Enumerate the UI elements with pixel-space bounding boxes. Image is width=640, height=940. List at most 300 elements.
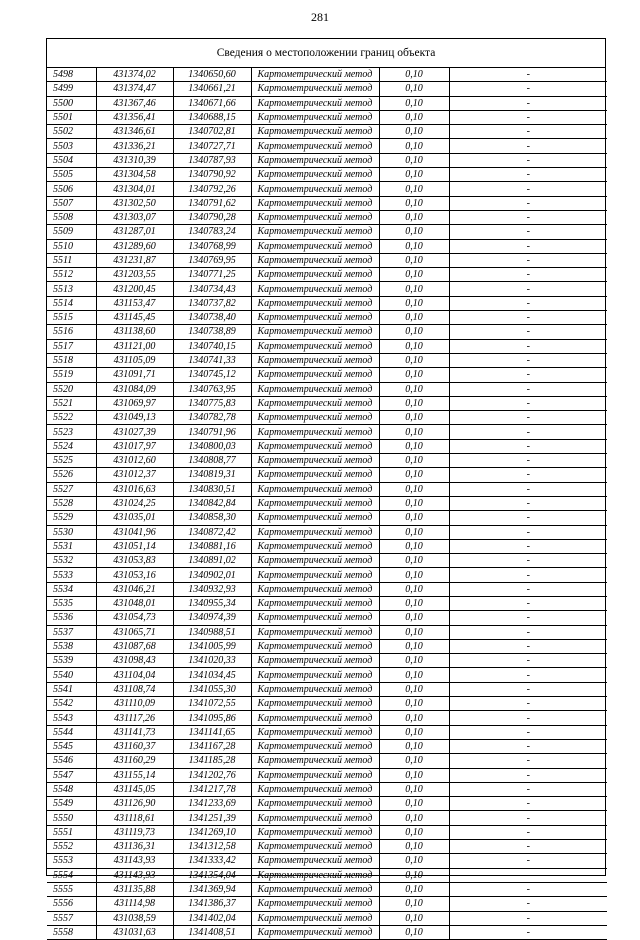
point-number-cell: 5537 — [47, 625, 96, 639]
coord-y-cell: 1340771,25 — [173, 268, 251, 282]
method-cell: Картометрический метод — [251, 711, 379, 725]
method-cell: Картометрический метод — [251, 911, 379, 925]
point-number-cell: 5503 — [47, 139, 96, 153]
coord-x-cell: 431304,01 — [96, 182, 173, 196]
coord-y-cell: 1341141,65 — [173, 725, 251, 739]
point-number-cell: 5542 — [47, 697, 96, 711]
description-cell: - — [449, 639, 607, 653]
table-row — [47, 739, 607, 753]
precision-cell: 0,10 — [379, 711, 449, 725]
coord-x-cell: 431035,01 — [96, 511, 173, 525]
description-cell: - — [449, 897, 607, 911]
coord-y-cell: 1340808,77 — [173, 454, 251, 468]
table-row — [47, 268, 607, 282]
point-number-cell: 5541 — [47, 682, 96, 696]
coord-y-cell: 1340727,71 — [173, 139, 251, 153]
description-cell: - — [449, 182, 607, 196]
precision-cell: 0,10 — [379, 282, 449, 296]
description-cell: - — [449, 382, 607, 396]
coord-y-cell: 1340988,51 — [173, 625, 251, 639]
table-row — [47, 825, 607, 839]
coord-y-cell: 1340881,16 — [173, 539, 251, 553]
precision-cell: 0,10 — [379, 611, 449, 625]
method-cell: Картометрический метод — [251, 368, 379, 382]
coord-y-cell: 1340872,42 — [173, 525, 251, 539]
precision-cell: 0,10 — [379, 739, 449, 753]
description-cell: - — [449, 468, 607, 482]
coord-x-cell: 431289,60 — [96, 239, 173, 253]
method-cell: Картометрический метод — [251, 625, 379, 639]
point-number-cell: 5550 — [47, 811, 96, 825]
coord-x-cell: 431117,26 — [96, 711, 173, 725]
table-row — [47, 339, 607, 353]
precision-cell: 0,10 — [379, 568, 449, 582]
coord-x-cell: 431016,63 — [96, 482, 173, 496]
coord-y-cell: 1340745,12 — [173, 368, 251, 382]
coord-x-cell: 431017,97 — [96, 439, 173, 453]
coord-y-cell: 1340782,78 — [173, 411, 251, 425]
coord-y-cell: 1340661,21 — [173, 82, 251, 96]
coord-x-cell: 431136,31 — [96, 840, 173, 854]
point-number-cell: 5508 — [47, 210, 96, 224]
coord-y-cell: 1340787,93 — [173, 153, 251, 167]
precision-cell: 0,10 — [379, 382, 449, 396]
point-number-cell: 5513 — [47, 282, 96, 296]
method-cell: Картометрический метод — [251, 668, 379, 682]
precision-cell: 0,10 — [379, 110, 449, 124]
description-cell: - — [449, 797, 607, 811]
precision-cell: 0,10 — [379, 654, 449, 668]
method-cell: Картометрический метод — [251, 396, 379, 410]
precision-cell: 0,10 — [379, 925, 449, 939]
coord-y-cell: 1341251,39 — [173, 811, 251, 825]
coord-y-cell: 1340932,93 — [173, 582, 251, 596]
description-cell: - — [449, 596, 607, 610]
table-row — [47, 411, 607, 425]
point-number-cell: 5557 — [47, 911, 96, 925]
precision-cell: 0,10 — [379, 482, 449, 496]
boundary-table-frame — [46, 38, 606, 938]
point-number-cell: 5553 — [47, 854, 96, 868]
description-cell: - — [449, 554, 607, 568]
method-cell: Картометрический метод — [251, 382, 379, 396]
table-row — [47, 911, 607, 925]
description-cell: - — [449, 682, 607, 696]
table-row — [47, 296, 607, 310]
description-cell: - — [449, 325, 607, 339]
point-number-cell: 5526 — [47, 468, 96, 482]
point-number-cell: 5534 — [47, 582, 96, 596]
coord-x-cell: 431155,14 — [96, 768, 173, 782]
coord-x-cell: 431356,41 — [96, 110, 173, 124]
coord-y-cell: 1341020,33 — [173, 654, 251, 668]
description-cell: - — [449, 768, 607, 782]
point-number-cell: 5549 — [47, 797, 96, 811]
table-row — [47, 811, 607, 825]
table-row — [47, 482, 607, 496]
coord-x-cell: 431287,01 — [96, 225, 173, 239]
point-number-cell: 5521 — [47, 396, 96, 410]
coord-y-cell: 1341333,42 — [173, 854, 251, 868]
coord-x-cell: 431160,29 — [96, 754, 173, 768]
description-cell: - — [449, 68, 607, 82]
description-cell: - — [449, 725, 607, 739]
table-row — [47, 554, 607, 568]
description-cell: - — [449, 782, 607, 796]
description-cell: - — [449, 225, 607, 239]
coord-y-cell: 1340819,31 — [173, 468, 251, 482]
table-row — [47, 168, 607, 182]
coord-y-cell: 1340650,60 — [173, 68, 251, 82]
point-number-cell: 5547 — [47, 768, 96, 782]
point-number-cell: 5538 — [47, 639, 96, 653]
table-row — [47, 539, 607, 553]
coord-y-cell: 1340741,33 — [173, 353, 251, 367]
description-cell: - — [449, 911, 607, 925]
coord-y-cell: 1341269,10 — [173, 825, 251, 839]
precision-cell: 0,10 — [379, 168, 449, 182]
description-cell: - — [449, 925, 607, 939]
method-cell: Картометрический метод — [251, 82, 379, 96]
coord-y-cell: 1340740,15 — [173, 339, 251, 353]
point-number-cell: 5507 — [47, 196, 96, 210]
description-cell: - — [449, 511, 607, 525]
coord-x-cell: 431105,09 — [96, 353, 173, 367]
precision-cell: 0,10 — [379, 539, 449, 553]
description-cell: - — [449, 110, 607, 124]
point-number-cell: 5523 — [47, 425, 96, 439]
coord-x-cell: 431141,73 — [96, 725, 173, 739]
coord-x-cell: 431346,61 — [96, 125, 173, 139]
coord-y-cell: 1340775,83 — [173, 396, 251, 410]
coord-x-cell: 431048,01 — [96, 596, 173, 610]
point-number-cell: 5525 — [47, 454, 96, 468]
point-number-cell: 5506 — [47, 182, 96, 196]
method-cell: Картометрический метод — [251, 253, 379, 267]
description-cell: - — [449, 525, 607, 539]
table-row — [47, 525, 607, 539]
coord-x-cell: 431145,45 — [96, 311, 173, 325]
table-row — [47, 182, 607, 196]
coord-y-cell: 1340688,15 — [173, 110, 251, 124]
table-row — [47, 110, 607, 124]
description-cell: - — [449, 754, 607, 768]
precision-cell: 0,10 — [379, 825, 449, 839]
precision-cell: 0,10 — [379, 68, 449, 82]
description-cell: - — [449, 697, 607, 711]
coord-x-cell: 431024,25 — [96, 496, 173, 510]
coord-y-cell: 1340702,81 — [173, 125, 251, 139]
table-row — [47, 139, 607, 153]
table-row — [47, 797, 607, 811]
coord-x-cell: 431054,73 — [96, 611, 173, 625]
method-cell: Картометрический метод — [251, 797, 379, 811]
coord-x-cell: 431031,63 — [96, 925, 173, 939]
precision-cell: 0,10 — [379, 182, 449, 196]
method-cell: Картометрический метод — [251, 568, 379, 582]
description-cell: - — [449, 210, 607, 224]
point-number-cell: 5498 — [47, 68, 96, 82]
method-cell: Картометрический метод — [251, 68, 379, 82]
description-cell: - — [449, 96, 607, 110]
precision-cell: 0,10 — [379, 353, 449, 367]
method-cell: Картометрический метод — [251, 554, 379, 568]
coord-x-cell: 431145,05 — [96, 782, 173, 796]
coord-x-cell: 431038,59 — [96, 911, 173, 925]
point-number-cell: 5536 — [47, 611, 96, 625]
description-cell: - — [449, 153, 607, 167]
coord-x-cell: 431374,02 — [96, 68, 173, 82]
precision-cell: 0,10 — [379, 511, 449, 525]
method-cell: Картометрический метод — [251, 697, 379, 711]
precision-cell: 0,10 — [379, 225, 449, 239]
table-row — [47, 754, 607, 768]
table-row — [47, 897, 607, 911]
point-number-cell: 5518 — [47, 353, 96, 367]
coord-y-cell: 1340737,82 — [173, 296, 251, 310]
coord-x-cell: 431118,61 — [96, 811, 173, 825]
coord-x-cell: 431084,09 — [96, 382, 173, 396]
point-number-cell: 5533 — [47, 568, 96, 582]
method-cell: Картометрический метод — [251, 425, 379, 439]
table-row — [47, 353, 607, 367]
coord-y-cell: 1341354,04 — [173, 868, 251, 882]
coord-x-cell: 431119,73 — [96, 825, 173, 839]
coord-y-cell: 1341202,76 — [173, 768, 251, 782]
point-number-cell: 5522 — [47, 411, 96, 425]
method-cell: Картометрический метод — [251, 239, 379, 253]
table-row — [47, 282, 607, 296]
table-row — [47, 582, 607, 596]
method-cell: Картометрический метод — [251, 168, 379, 182]
precision-cell: 0,10 — [379, 125, 449, 139]
method-cell: Картометрический метод — [251, 868, 379, 882]
coord-x-cell: 431200,45 — [96, 282, 173, 296]
precision-cell: 0,10 — [379, 139, 449, 153]
precision-cell: 0,10 — [379, 668, 449, 682]
precision-cell: 0,10 — [379, 396, 449, 410]
precision-cell: 0,10 — [379, 153, 449, 167]
coord-y-cell: 1341217,78 — [173, 782, 251, 796]
table-row — [47, 253, 607, 267]
description-cell: - — [449, 611, 607, 625]
coord-x-cell: 431091,71 — [96, 368, 173, 382]
coord-x-cell: 431374,47 — [96, 82, 173, 96]
method-cell: Картометрический метод — [251, 182, 379, 196]
description-cell: - — [449, 125, 607, 139]
coord-y-cell: 1340791,62 — [173, 196, 251, 210]
method-cell: Картометрический метод — [251, 125, 379, 139]
method-cell: Картометрический метод — [251, 210, 379, 224]
precision-cell: 0,10 — [379, 210, 449, 224]
table-row — [47, 868, 607, 882]
precision-cell: 0,10 — [379, 840, 449, 854]
table-row — [47, 654, 607, 668]
point-number-cell: 5548 — [47, 782, 96, 796]
coord-x-cell: 431203,55 — [96, 268, 173, 282]
coord-y-cell: 1341386,37 — [173, 897, 251, 911]
description-cell: - — [449, 253, 607, 267]
description-cell: - — [449, 411, 607, 425]
point-number-cell: 5558 — [47, 925, 96, 939]
method-cell: Картометрический метод — [251, 682, 379, 696]
method-cell: Картометрический метод — [251, 882, 379, 896]
method-cell: Картометрический метод — [251, 110, 379, 124]
table-row — [47, 210, 607, 224]
coord-x-cell: 431046,21 — [96, 582, 173, 596]
table-row — [47, 96, 607, 110]
coord-y-cell: 1341005,99 — [173, 639, 251, 653]
method-cell: Картометрический метод — [251, 754, 379, 768]
precision-cell: 0,10 — [379, 582, 449, 596]
coord-y-cell: 1340790,28 — [173, 210, 251, 224]
coord-y-cell: 1340763,95 — [173, 382, 251, 396]
point-number-cell: 5544 — [47, 725, 96, 739]
table-row — [47, 82, 607, 96]
table-row — [47, 68, 607, 82]
coord-y-cell: 1340734,43 — [173, 282, 251, 296]
point-number-cell: 5510 — [47, 239, 96, 253]
coord-y-cell: 1340830,51 — [173, 482, 251, 496]
precision-cell: 0,10 — [379, 897, 449, 911]
method-cell: Картометрический метод — [251, 782, 379, 796]
description-cell: - — [449, 196, 607, 210]
coord-x-cell: 431098,43 — [96, 654, 173, 668]
method-cell: Картометрический метод — [251, 582, 379, 596]
coord-y-cell: 1340955,34 — [173, 596, 251, 610]
method-cell: Картометрический метод — [251, 840, 379, 854]
method-cell: Картометрический метод — [251, 511, 379, 525]
table-row — [47, 239, 607, 253]
coord-y-cell: 1340974,39 — [173, 611, 251, 625]
method-cell: Картометрический метод — [251, 454, 379, 468]
method-cell: Картометрический метод — [251, 811, 379, 825]
coord-y-cell: 1340783,24 — [173, 225, 251, 239]
method-cell: Картометрический метод — [251, 925, 379, 939]
description-cell: - — [449, 882, 607, 896]
precision-cell: 0,10 — [379, 768, 449, 782]
coord-x-cell: 431143,93 — [96, 854, 173, 868]
point-number-cell: 5531 — [47, 539, 96, 553]
coord-y-cell: 1341072,55 — [173, 697, 251, 711]
table-title: Сведения о местоположении границ объекта — [47, 39, 605, 68]
method-cell: Картометрический метод — [251, 353, 379, 367]
table-row — [47, 625, 607, 639]
method-cell: Картометрический метод — [251, 854, 379, 868]
description-cell: - — [449, 368, 607, 382]
coord-y-cell: 1341408,51 — [173, 925, 251, 939]
method-cell: Картометрический метод — [251, 539, 379, 553]
point-number-cell: 5554 — [47, 868, 96, 882]
page-number: 281 — [311, 10, 329, 24]
table-row — [47, 840, 607, 854]
coord-x-cell: 431126,90 — [96, 797, 173, 811]
table-row — [47, 596, 607, 610]
description-cell: - — [449, 482, 607, 496]
precision-cell: 0,10 — [379, 311, 449, 325]
point-number-cell: 5529 — [47, 511, 96, 525]
table-row — [47, 425, 607, 439]
table-row — [47, 639, 607, 653]
table-row — [47, 668, 607, 682]
precision-cell: 0,10 — [379, 96, 449, 110]
description-cell: - — [449, 239, 607, 253]
description-cell: - — [449, 568, 607, 582]
coord-y-cell: 1341095,86 — [173, 711, 251, 725]
point-number-cell: 5500 — [47, 96, 96, 110]
precision-cell: 0,10 — [379, 411, 449, 425]
point-number-cell: 5520 — [47, 382, 96, 396]
method-cell: Картометрический метод — [251, 482, 379, 496]
table-row — [47, 496, 607, 510]
precision-cell: 0,10 — [379, 868, 449, 882]
precision-cell: 0,10 — [379, 525, 449, 539]
coord-y-cell: 1341402,04 — [173, 911, 251, 925]
method-cell: Картометрический метод — [251, 496, 379, 510]
coord-x-cell: 431053,16 — [96, 568, 173, 582]
precision-cell: 0,10 — [379, 725, 449, 739]
point-number-cell: 5530 — [47, 525, 96, 539]
coord-x-cell: 431138,60 — [96, 325, 173, 339]
description-cell: - — [449, 868, 607, 882]
point-number-cell: 5532 — [47, 554, 96, 568]
table-row — [47, 725, 607, 739]
coord-x-cell: 431108,74 — [96, 682, 173, 696]
coord-y-cell: 1341034,45 — [173, 668, 251, 682]
coord-x-cell: 431053,83 — [96, 554, 173, 568]
coord-x-cell: 431336,21 — [96, 139, 173, 153]
coord-x-cell: 431087,68 — [96, 639, 173, 653]
point-number-cell: 5505 — [47, 168, 96, 182]
point-number-cell: 5501 — [47, 110, 96, 124]
coord-x-cell: 431121,00 — [96, 339, 173, 353]
coord-y-cell: 1340858,30 — [173, 511, 251, 525]
method-cell: Картометрический метод — [251, 282, 379, 296]
precision-cell: 0,10 — [379, 268, 449, 282]
coord-y-cell: 1340792,26 — [173, 182, 251, 196]
table-row — [47, 439, 607, 453]
table-row — [47, 311, 607, 325]
point-number-cell: 5556 — [47, 897, 96, 911]
table-row — [47, 454, 607, 468]
description-cell: - — [449, 625, 607, 639]
coord-y-cell: 1340842,84 — [173, 496, 251, 510]
coord-x-cell: 431310,39 — [96, 153, 173, 167]
coord-x-cell: 431027,39 — [96, 425, 173, 439]
description-cell: - — [449, 168, 607, 182]
point-number-cell: 5499 — [47, 82, 96, 96]
coord-y-cell: 1340790,92 — [173, 168, 251, 182]
description-cell: - — [449, 425, 607, 439]
coord-x-cell: 431135,88 — [96, 882, 173, 896]
table-row — [47, 568, 607, 582]
point-number-cell: 5546 — [47, 754, 96, 768]
precision-cell: 0,10 — [379, 325, 449, 339]
table-row — [47, 153, 607, 167]
description-cell: - — [449, 82, 607, 96]
description-cell: - — [449, 539, 607, 553]
point-number-cell: 5535 — [47, 596, 96, 610]
precision-cell: 0,10 — [379, 782, 449, 796]
point-number-cell: 5540 — [47, 668, 96, 682]
method-cell: Картометрический метод — [251, 611, 379, 625]
method-cell: Картометрический метод — [251, 768, 379, 782]
table-row — [47, 768, 607, 782]
precision-cell: 0,10 — [379, 811, 449, 825]
coord-y-cell: 1340768,99 — [173, 239, 251, 253]
method-cell: Картометрический метод — [251, 411, 379, 425]
precision-cell: 0,10 — [379, 82, 449, 96]
